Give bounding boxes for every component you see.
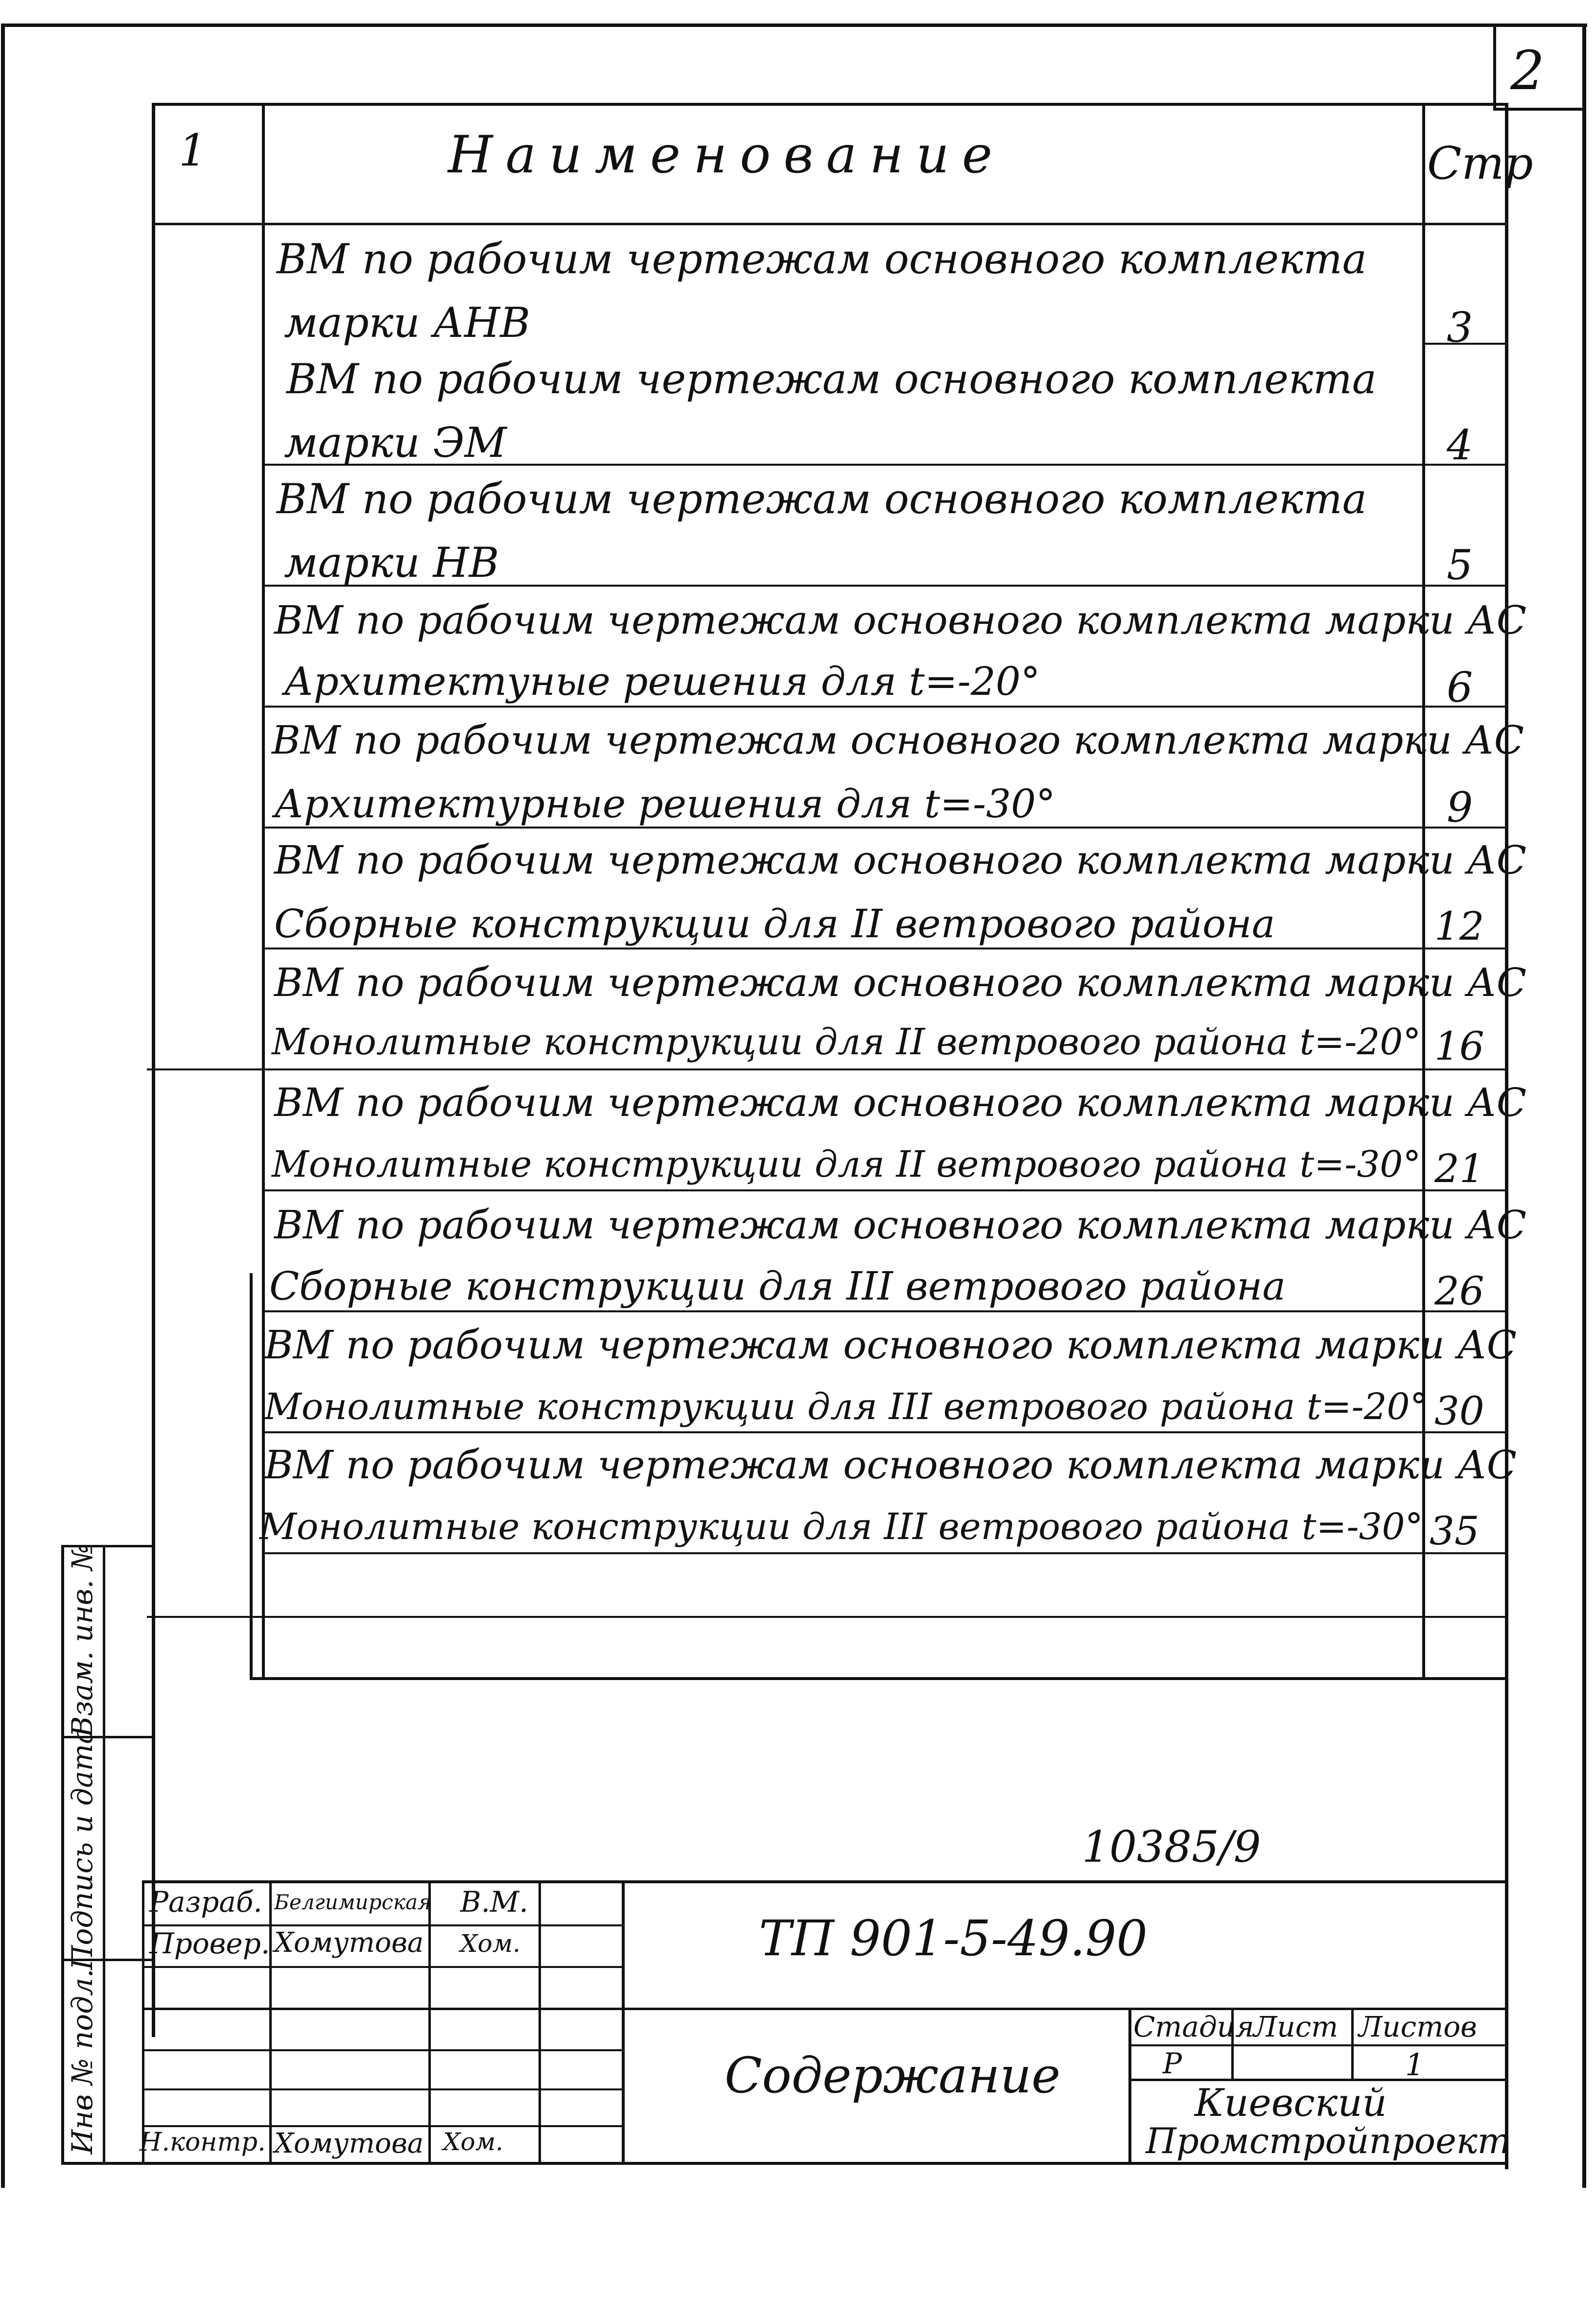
row-2-line2: марки ЭМ: [284, 419, 507, 467]
stamp-row: [142, 2088, 624, 2090]
sheet-box-left: [1493, 27, 1496, 110]
row-5-page: 9: [1447, 783, 1473, 831]
table-frame-top: [152, 103, 1508, 106]
table-header-bottom: [152, 223, 1508, 225]
stamp-col-date: [539, 1880, 541, 2164]
stamp-left: [142, 1880, 144, 2164]
row-7-line2: Монолитные конструкции для II ветрового района t=-20°: [272, 1021, 1421, 1063]
row-3-page: 5: [1447, 541, 1473, 589]
row-6-line2: Сборные конструкции для II ветрового района: [274, 901, 1275, 947]
sheet-label: Лист: [1253, 2010, 1338, 2043]
row-7-line1: ВМ по рабочим чертежам основного комплекта марки АС: [274, 960, 1526, 1005]
sign-developed: В.М.: [460, 1885, 528, 1919]
outer-frame-left: [1, 24, 5, 2188]
stamp-col-main: [622, 1880, 625, 2164]
stage-label: Стадия: [1133, 2010, 1254, 2043]
header-page: Стр: [1427, 137, 1533, 190]
column-divider-1: [262, 103, 265, 1677]
row-divider: [262, 1431, 1508, 1433]
row-divider: [147, 1616, 1508, 1618]
sign-checked: Хом.: [460, 1929, 521, 1958]
row-divider: [262, 827, 1508, 829]
stamp-row: [142, 2049, 624, 2051]
row-11-line1: ВМ по рабочим чертежам основного комплекта марки АС: [264, 1442, 1517, 1488]
row-1-page: 3: [1447, 304, 1473, 352]
row-3-line2: марки НВ: [284, 539, 499, 587]
row-divider: [262, 1189, 1508, 1191]
stage-value: Р: [1163, 2047, 1182, 2080]
row-4-line2: Архитектуные решения для t=-20°: [284, 659, 1040, 704]
row-11-line2: Монолитные конструкции для III ветрового района t=-30°: [259, 1506, 1423, 1548]
row-4-line1: ВМ по рабочим чертежам основного комплекта марки АС: [274, 597, 1526, 643]
name-developed: Белгимирская: [274, 1890, 431, 1914]
row-11-page: 35: [1430, 1508, 1479, 1554]
side-strip-left: [61, 1545, 64, 2164]
column-divider-2: [250, 1273, 253, 1680]
sheets-label: Листов: [1359, 2010, 1477, 2043]
header-col1: 1: [179, 125, 207, 176]
role-norm-control: Н.контр.: [140, 2128, 266, 2157]
outer-frame-right: [1582, 24, 1586, 2188]
role-checked: Провер.: [149, 1927, 270, 1960]
row-7-page: 16: [1434, 1023, 1484, 1069]
row-9-line2: Сборные конструкции для III ветрового района: [269, 1263, 1286, 1309]
row-8-page: 21: [1434, 1146, 1484, 1191]
row-2-line1: ВМ по рабочим чертежам основного комплекта: [286, 355, 1377, 403]
row-9-line1: ВМ по рабочим чертежам основного комплекта марки АС: [274, 1202, 1526, 1248]
row-3-line1: ВМ по рабочим чертежам основного комплекта: [277, 475, 1367, 523]
row-divider: [147, 1068, 1508, 1070]
stamp-col-sign: [428, 1880, 431, 2164]
organization-line2: Промстройпроект: [1146, 2120, 1511, 2161]
row-8-line2: Монолитные конструкции для II ветрового района t=-30°: [272, 1143, 1421, 1185]
side-strip-bottom: [61, 2162, 1508, 2165]
stamp-row: [142, 2125, 624, 2127]
row-divider: [262, 1552, 1508, 1554]
side-strip-inner: [103, 1545, 105, 2164]
project-code: ТП 901-5-49.90: [759, 1910, 1148, 1967]
stamp-row: [142, 1924, 624, 1926]
row-1-line1: ВМ по рабочим чертежам основного комплекта: [277, 235, 1367, 283]
row-9-page: 26: [1434, 1268, 1484, 1314]
label-inv-podl: Инв № подл.: [66, 1968, 99, 2155]
document-number: 10385/9: [1082, 1822, 1261, 1872]
stamp-org-left: [1128, 2008, 1131, 2164]
row-divider: [262, 706, 1508, 708]
row-8-line1: ВМ по рабочим чертежам основного комплекта марки АС: [274, 1080, 1526, 1125]
row-10-line1: ВМ по рабочим чертежам основного комплекта марки АС: [264, 1322, 1517, 1368]
label-podpis-data: Подпись и дата: [66, 1727, 99, 1970]
row-2-page: 4: [1447, 421, 1473, 469]
organization-line1: Киевский: [1195, 2081, 1387, 2125]
row-5-line1: ВМ по рабочим чертежам основного комплекта марки АС: [272, 717, 1524, 763]
outer-frame-top: [1, 24, 1587, 27]
row-5-line2: Архитектурные решения для t=-30°: [274, 781, 1056, 827]
role-developed: Разраб.: [149, 1885, 262, 1919]
row-divider: [262, 948, 1508, 949]
sheet-title: Содержание: [725, 2047, 1061, 2104]
row-1-line2: марки АНВ: [284, 299, 531, 347]
row-10-page: 30: [1434, 1388, 1484, 1434]
stamp-row: [142, 1966, 624, 1968]
row-6-page: 12: [1434, 903, 1484, 949]
stamp-info-col2: [1351, 2008, 1354, 2081]
row-4-page: 6: [1447, 664, 1473, 711]
stamp-col-name: [269, 1880, 272, 2164]
header-title: Наименование: [448, 125, 1006, 185]
table-bottom-line: [250, 1677, 1508, 1680]
label-vzam-inv: Взам. инв. №: [66, 1543, 99, 1737]
stamp-info-row1: [1128, 2044, 1508, 2046]
column-divider-page: [1422, 103, 1425, 1677]
row-10-line2: Монолитные конструкции для III ветрового района t=-20°: [264, 1386, 1428, 1428]
row-6-line1: ВМ по рабочим чертежам основного комплекта марки АС: [274, 837, 1526, 883]
sheets-value: 1: [1405, 2047, 1425, 2083]
stamp-top-line: [142, 1880, 1508, 1883]
sheet-number: 2: [1510, 39, 1545, 102]
table-frame-right: [1505, 103, 1508, 2169]
name-norm-control: Хомутова: [274, 2128, 424, 2159]
name-checked: Хомутова: [274, 1927, 424, 1959]
sign-norm-control: Хом.: [443, 2128, 504, 2156]
row-divider: [262, 1310, 1508, 1312]
